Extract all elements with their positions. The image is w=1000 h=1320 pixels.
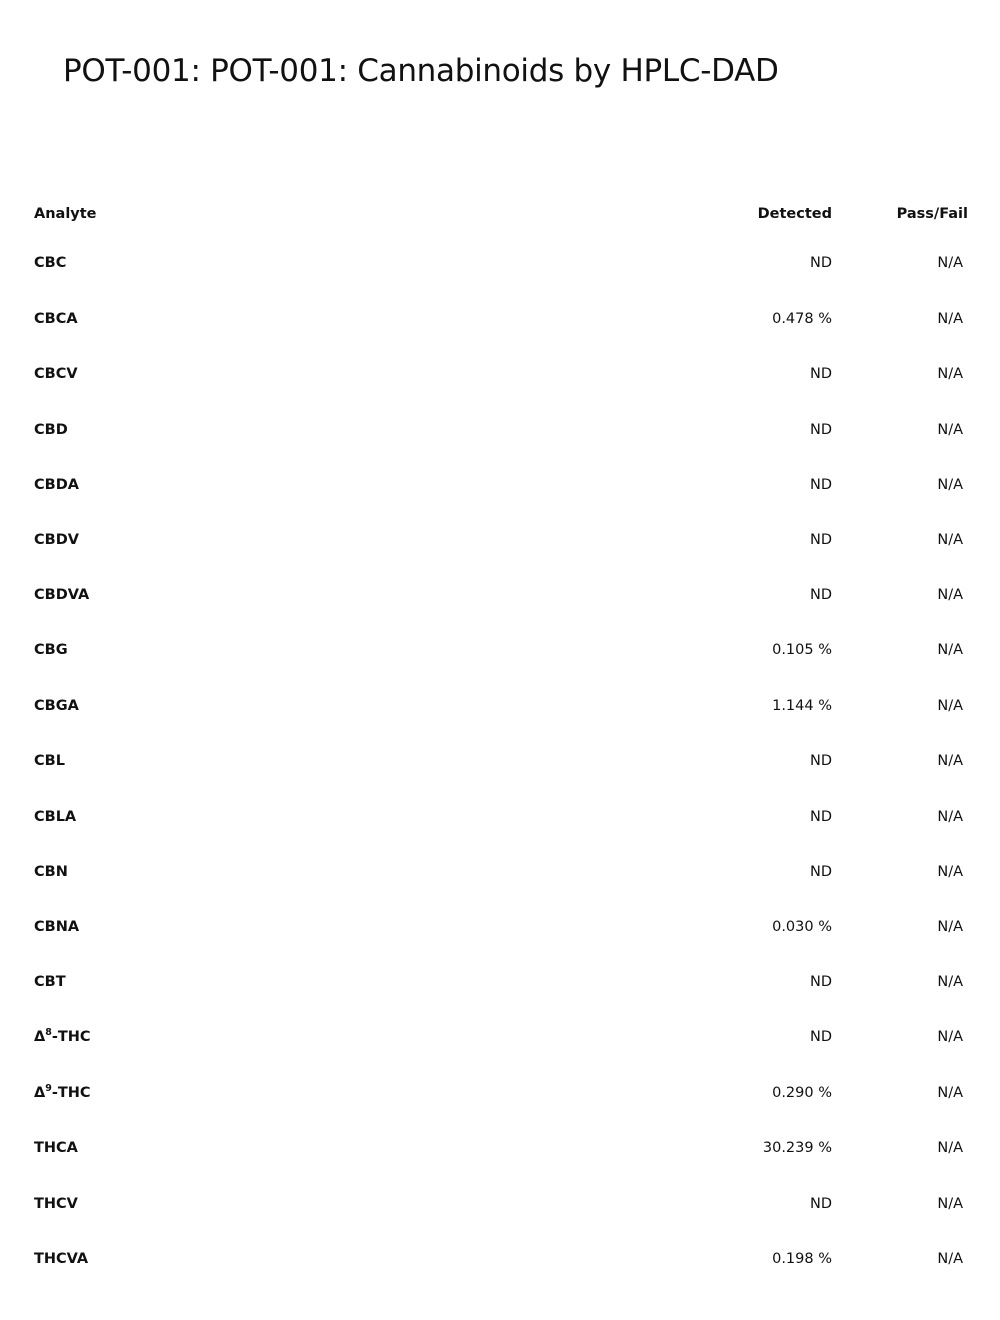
- detected-value: ND: [809, 255, 832, 271]
- table-row: [34, 694, 968, 718]
- table-row: [34, 749, 968, 773]
- pass-fail-value: N/A: [937, 1085, 963, 1101]
- analyte-column-header: Analyte: [34, 206, 97, 222]
- pass-fail-value: N/A: [937, 753, 963, 769]
- pass-fail-value: N/A: [937, 698, 963, 714]
- analyte-name: CBC: [34, 255, 67, 271]
- analyte-suffix: -THC: [51, 1085, 91, 1101]
- pass-fail-column-header: Pass/Fail: [896, 206, 968, 222]
- detected-value: 0.030 %: [772, 919, 832, 935]
- analyte-name: THCA: [34, 1140, 78, 1156]
- detected-value: 0.478 %: [772, 311, 832, 327]
- analyte-name: CBLA: [34, 809, 77, 825]
- table-row: [34, 1247, 968, 1271]
- detected-value: 30.239 %: [762, 1140, 832, 1156]
- detected-value: 0.198 %: [772, 1251, 832, 1267]
- table-row: [34, 251, 968, 275]
- pass-fail-value: N/A: [937, 1251, 963, 1267]
- detected-value: ND: [809, 864, 832, 880]
- detected-value: ND: [809, 366, 832, 382]
- pass-fail-value: N/A: [937, 587, 963, 603]
- pass-fail-value: N/A: [937, 422, 963, 438]
- analyte-name: [34, 1025, 91, 1049]
- table-row: [34, 418, 968, 442]
- analyte-name: CBDV: [34, 532, 79, 548]
- detected-value: ND: [809, 587, 832, 603]
- pass-fail-value: N/A: [937, 311, 963, 327]
- analyte-name: [34, 1081, 91, 1105]
- detected-value: ND: [809, 477, 832, 493]
- analyte-name: THCVA: [34, 1251, 89, 1267]
- analyte-name: CBCV: [34, 366, 78, 382]
- table-row: [34, 1136, 968, 1160]
- detected-value: ND: [809, 422, 832, 438]
- pass-fail-value: N/A: [937, 1029, 963, 1045]
- delta-symbol: Δ: [34, 1085, 46, 1101]
- pass-fail-value: N/A: [937, 477, 963, 493]
- detected-value: ND: [809, 809, 832, 825]
- analyte-name: CBD: [34, 422, 68, 438]
- pass-fail-value: N/A: [937, 809, 963, 825]
- page-title: POT-001: POT-001: Cannabinoids by HPLC-DAD: [63, 53, 779, 89]
- table-row: [34, 583, 968, 607]
- detected-value: 1.144 %: [772, 698, 832, 714]
- analyte-name: CBGA: [34, 698, 79, 714]
- detected-value: ND: [809, 532, 832, 548]
- table-row: [34, 915, 968, 939]
- delta-symbol: Δ: [34, 1029, 46, 1045]
- table-row: [34, 362, 968, 386]
- table-row: [34, 528, 968, 552]
- detected-column-header: Detected: [757, 206, 832, 222]
- analyte-superscript: 8: [45, 1027, 52, 1038]
- pass-fail-value: N/A: [937, 919, 963, 935]
- pass-fail-value: N/A: [937, 1140, 963, 1156]
- table-row: [34, 473, 968, 497]
- pass-fail-value: N/A: [937, 532, 963, 548]
- analyte-name: CBG: [34, 642, 68, 658]
- analyte-name: CBNA: [34, 919, 80, 935]
- detected-value: 0.290 %: [772, 1085, 832, 1101]
- detected-value: ND: [809, 1029, 832, 1045]
- pass-fail-value: N/A: [937, 642, 963, 658]
- analyte-name: THCV: [34, 1196, 78, 1212]
- pass-fail-value: N/A: [937, 1196, 963, 1212]
- table-row: [34, 1081, 968, 1105]
- table-row: [34, 638, 968, 662]
- pass-fail-value: N/A: [937, 366, 963, 382]
- table-row: [34, 307, 968, 331]
- analyte-name: CBL: [34, 753, 65, 769]
- analyte-name: CBCA: [34, 311, 78, 327]
- pass-fail-value: N/A: [937, 255, 963, 271]
- detected-value: ND: [809, 1196, 832, 1212]
- analyte-name: CBDA: [34, 477, 79, 493]
- pass-fail-value: N/A: [937, 974, 963, 990]
- table-row: [34, 970, 968, 994]
- detected-value: ND: [809, 753, 832, 769]
- analyte-suffix: -THC: [51, 1029, 91, 1045]
- table-row: [34, 1025, 968, 1049]
- analyte-name: CBT: [34, 974, 66, 990]
- analyte-name: CBDVA: [34, 587, 90, 603]
- detected-value: 0.105 %: [772, 642, 832, 658]
- table-row: [34, 860, 968, 884]
- analyte-superscript: 9: [45, 1083, 52, 1094]
- table-row: [34, 805, 968, 829]
- table-row: [34, 1192, 968, 1216]
- analyte-name: CBN: [34, 864, 68, 880]
- detected-value: ND: [809, 974, 832, 990]
- pass-fail-value: N/A: [937, 864, 963, 880]
- table-header-row: [34, 202, 968, 226]
